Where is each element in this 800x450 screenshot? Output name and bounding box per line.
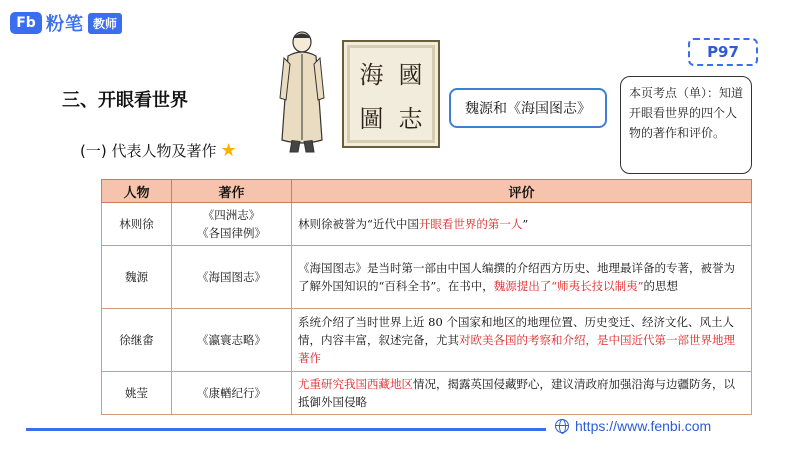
eval-text: 林则徐被誉为“近代中国 [298, 217, 419, 231]
globe-icon [555, 419, 569, 433]
work-title: 《海国图志》 [197, 270, 266, 284]
work-title: 《各国律例》 [197, 226, 266, 240]
star-icon: ★ [220, 140, 237, 161]
header-eval: 评价 [292, 180, 752, 203]
header-person: 人物 [102, 180, 172, 203]
cell-works [172, 246, 292, 309]
eval-highlight: 魏源提出了“师夷长技以制夷” [493, 279, 644, 293]
cell-eval [292, 246, 752, 309]
cell-eval [292, 203, 752, 246]
logo-sub: 教师 [88, 13, 122, 34]
work-title: 《康輶纪行》 [197, 386, 266, 400]
table-header-row [102, 180, 752, 203]
table-row [102, 309, 752, 372]
cell-person: 姚莹 [102, 372, 172, 415]
exam-point-note: 本页考点（单）：知道开眼看世界的四个人物的著作和评价。 [620, 76, 752, 174]
cell-works [172, 372, 292, 415]
eval-text: ” [522, 217, 529, 231]
subsection-title [80, 140, 237, 161]
eval-highlight: 对欧美各国的考察和介绍，是中国近代第一部世界地理著作 [298, 333, 735, 365]
footer-url[interactable]: https://www.fenbi.com [575, 418, 712, 434]
eval-text: 的思想 [643, 279, 679, 293]
table-row [102, 246, 752, 309]
fenbi-logo [10, 8, 122, 38]
cell-eval [292, 372, 752, 415]
image-caption: 魏源和《海国图志》 [449, 88, 607, 128]
cell-person: 魏源 [102, 246, 172, 309]
cell-person: 徐继畬 [102, 309, 172, 372]
portrait-illustration [274, 28, 330, 156]
eval-highlight: 开眼看世界的第一人 [418, 217, 523, 231]
logo-brand: 粉笔 [46, 14, 84, 35]
work-title: 《瀛寰志略》 [197, 333, 266, 347]
cell-works [172, 309, 292, 372]
eval-text: 《海国图志》是当时第一部由中国人编撰的介绍西方历史、地理最详备的专著，被誉为了解外国知识的“百科全书”。在书中， [298, 261, 735, 293]
cell-works [172, 203, 292, 246]
subsection-label: (一) 代表人物及著作 [80, 142, 217, 160]
header-works: 著作 [172, 180, 292, 203]
page-number: P97 [688, 38, 758, 66]
seal-char: 志 [398, 104, 423, 133]
section-title: 三、开眼看世界 [62, 90, 188, 111]
cell-eval [292, 309, 752, 372]
table-row [102, 203, 752, 246]
eval-text: 情况，揭露英国侵藏野心，建议清政府加强沿海与边疆防务，以抵御外国侵略 [298, 377, 735, 409]
seal-char: 圖 [359, 104, 384, 133]
footer-link[interactable] [555, 418, 711, 434]
seal-char: 海 [359, 60, 384, 89]
eval-text: 系统介绍了当时世界上近 80 个国家和地区的地理位置、历史变迁、经济文化、风土人情，内容丰富，叙述完备，尤其 [298, 315, 734, 347]
cell-person: 林则徐 [102, 203, 172, 246]
eval-highlight: 尤重研究我国西藏地区 [298, 377, 413, 391]
table-row [102, 372, 752, 415]
logo-mark: Fb [10, 12, 42, 34]
work-title: 《四洲志》 [202, 208, 261, 222]
figures-table [101, 179, 752, 415]
book-seal-image [342, 40, 440, 148]
footer-bar [26, 428, 546, 431]
seal-char: 國 [398, 60, 423, 89]
